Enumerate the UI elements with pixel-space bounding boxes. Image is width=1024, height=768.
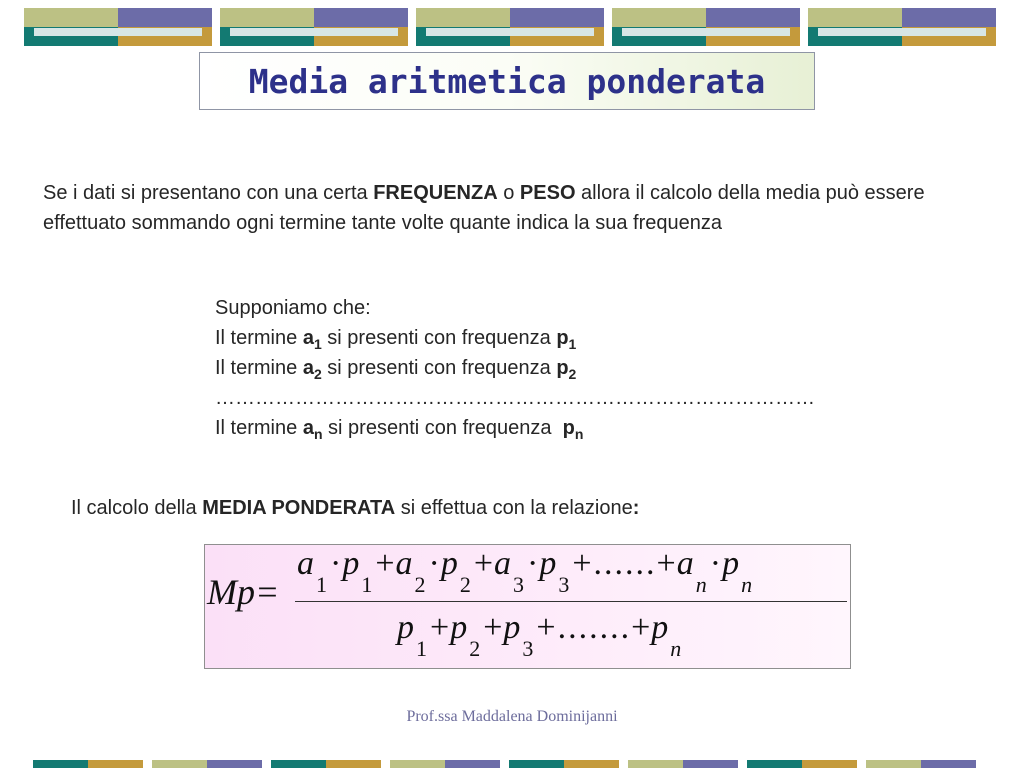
numerator-text: $a_1\cdot p_1+a_2\cdot p_2+a_3\cdot p_3+......+a_n\cdot p_n$ [297, 545, 753, 597]
bottom-strip [33, 760, 1003, 768]
title-box [199, 52, 815, 110]
formula-numerator [297, 545, 754, 597]
banner-block [612, 8, 800, 46]
strip-segment [326, 760, 381, 768]
row-middle: si presenti con frequenza [321, 357, 557, 379]
slide-title: Media aritmetica ponderata [248, 61, 766, 101]
strip-segment [802, 760, 857, 768]
strip-segment [152, 760, 207, 768]
author-footer: Prof.ssa Maddalena Dominijanni [406, 708, 618, 725]
term-p: p [556, 357, 569, 379]
banner-block [416, 8, 604, 46]
term-a: a [302, 327, 314, 349]
strip-segment [88, 760, 143, 768]
term-p-subscript: 1 [568, 336, 577, 352]
formula-lhs: Mp= [207, 572, 280, 612]
denominator-text: $p_1+p_2+p_3+.......+p_n$ [397, 609, 682, 661]
relation-text: Il calcolo della [71, 497, 203, 519]
strip-segment [564, 760, 619, 768]
term-a: a [302, 357, 314, 379]
strip-segment [33, 760, 88, 768]
strip-segment [866, 760, 921, 768]
banner-block [808, 8, 996, 46]
suppose-row [215, 353, 975, 383]
fraction-bar [295, 601, 847, 602]
banner-block [24, 8, 212, 46]
row-prefix: Il termine [215, 327, 303, 349]
suppose-block [215, 293, 975, 443]
strip-segment [445, 760, 500, 768]
ellipsis-row: ……………………………………………………………………………… [215, 387, 815, 409]
term-a: a [302, 417, 314, 439]
strip-segment [628, 760, 683, 768]
strip-segment [271, 760, 326, 768]
term-a-subscript: 2 [313, 366, 322, 382]
formula-denominator [397, 609, 683, 661]
term-a-subscript: 1 [313, 336, 322, 352]
relation-sentence [71, 497, 639, 520]
row-prefix: Il termine [215, 417, 303, 439]
strip-segment [683, 760, 738, 768]
strip-segment [747, 760, 802, 768]
peso-keyword: PESO [519, 182, 576, 204]
intro-paragraph [43, 178, 983, 238]
row-prefix: Il termine [215, 357, 303, 379]
relation-colon: : [632, 497, 640, 519]
frequenza-keyword: FREQUENZA [373, 182, 498, 204]
strip-segment [207, 760, 262, 768]
media-ponderata-keyword: MEDIA PONDERATA [202, 497, 396, 519]
intro-text: o [497, 182, 520, 204]
relation-text: si effettua con la relazione [395, 497, 633, 519]
term-p: p [562, 417, 575, 439]
term-p-subscript: n [574, 426, 584, 442]
suppose-heading: Supponiamo che: [215, 297, 371, 319]
term-a-subscript: n [313, 426, 323, 442]
suppose-row [215, 323, 975, 353]
strip-segment [390, 760, 445, 768]
row-middle: si presenti con frequenza [321, 327, 557, 349]
suppose-row [215, 413, 975, 443]
intro-text: Se i dati si presentano con una certa [43, 182, 374, 204]
banner-block [220, 8, 408, 46]
term-p-subscript: 2 [568, 366, 577, 382]
term-p: p [556, 327, 569, 349]
row-middle: si presenti con frequenza [322, 417, 558, 439]
strip-segment [921, 760, 976, 768]
strip-segment [509, 760, 564, 768]
intro-text: allora il calcolo della media può essere effettuato sommando ogni termine tante volte quante indica la sua frequenza [43, 182, 925, 234]
weighted-mean-formula [204, 544, 851, 669]
